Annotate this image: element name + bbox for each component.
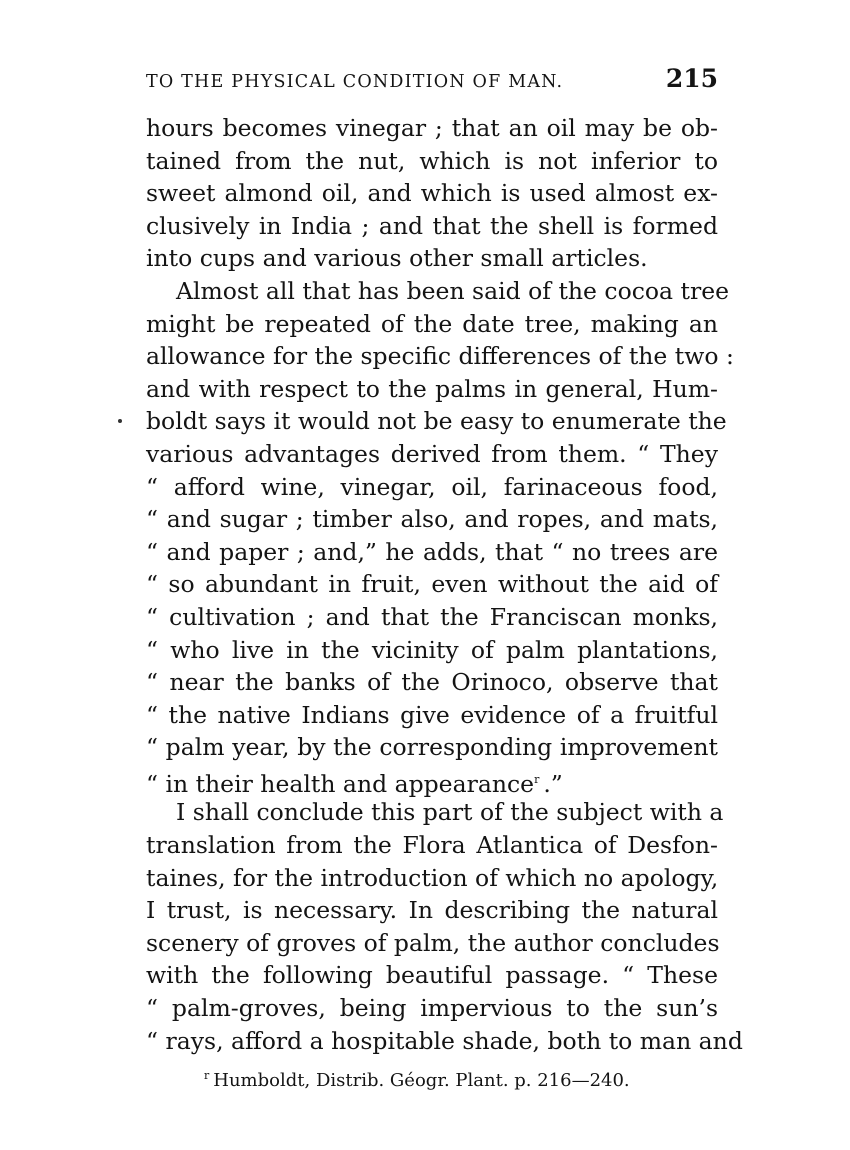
running-title: TO THE PHYSICAL CONDITION OF MAN. [146, 72, 564, 92]
text-line: “ afford wine, vinegar, oil, farinaceous food, [146, 472, 718, 501]
text-line: with the following beautiful passage. “ These [146, 961, 718, 990]
text-line: “ palm-groves, being impervious to the sun’s [146, 994, 718, 1023]
footnote-mark: r [204, 1069, 210, 1082]
page-number: 215 [665, 64, 718, 93]
footnote-text: Humboldt, Distrib. Géogr. Plant. p. 216—240. [213, 1070, 630, 1091]
text-line: “ rays, afford a hospitable shade, both to man and [146, 1026, 743, 1055]
text-line: into cups and various other small articles. [146, 244, 648, 273]
text-line: might be repeated of the date tree, making an [146, 309, 718, 338]
footnote-reference: r [534, 772, 540, 786]
text-line: “ cultivation ; and that the Franciscan monks, [146, 602, 718, 631]
text-line: “ and paper ; and,” he adds, that “ no trees are [146, 537, 718, 566]
body-text [146, 112, 743, 1057]
text-line: clusively in India ; and that the shell is formed [146, 211, 718, 240]
running-head [146, 64, 718, 98]
margin-mark [118, 419, 122, 423]
text-line: translation from the Flora Atlantica of Desfon- [146, 831, 718, 860]
text-line: “ who live in the vicinity of palm plantations, [146, 635, 718, 664]
closing-quote: .” [543, 769, 563, 798]
text-line: various advantages derived from them. “ They [146, 439, 718, 468]
text-line: taines, for the introduction of which no apology, [146, 863, 719, 892]
text-line: tained from the nut, which is not inferior to [146, 146, 718, 175]
text-line: “ near the banks of the Orinoco, observe that [146, 668, 718, 697]
text-line: “ and sugar ; timber also, and ropes, and mats, [146, 505, 718, 534]
text-line: scenery of groves of palm, the author concludes [146, 928, 720, 957]
text-line: Almost all that has been said of the cocoa tree [176, 276, 730, 305]
text-line: allowance for the specific differences of the two : [146, 342, 734, 371]
text-line: and with respect to the palms in general, Hum- [146, 374, 718, 403]
footnote [146, 1064, 718, 1093]
text-line [146, 764, 718, 797]
text-line: I trust, is necessary. In describing the natural [146, 896, 718, 925]
text-line: “ the native Indians give evidence of a fruitful [146, 700, 718, 729]
text-line: sweet almond oil, and which is used almost ex- [146, 179, 718, 208]
text-line: boldt says it would not be easy to enumerate the [146, 407, 727, 436]
text-line: hours becomes vinegar ; that an oil may be ob- [146, 114, 718, 142]
text-line: “ so abundant in fruit, even without the aid of [146, 570, 718, 599]
text-line-main: “ in their health and appearance [146, 769, 535, 798]
text-line: “ palm year, by the corresponding improvement [146, 733, 718, 762]
text-line: I shall conclude this part of the subject with a [176, 798, 724, 827]
